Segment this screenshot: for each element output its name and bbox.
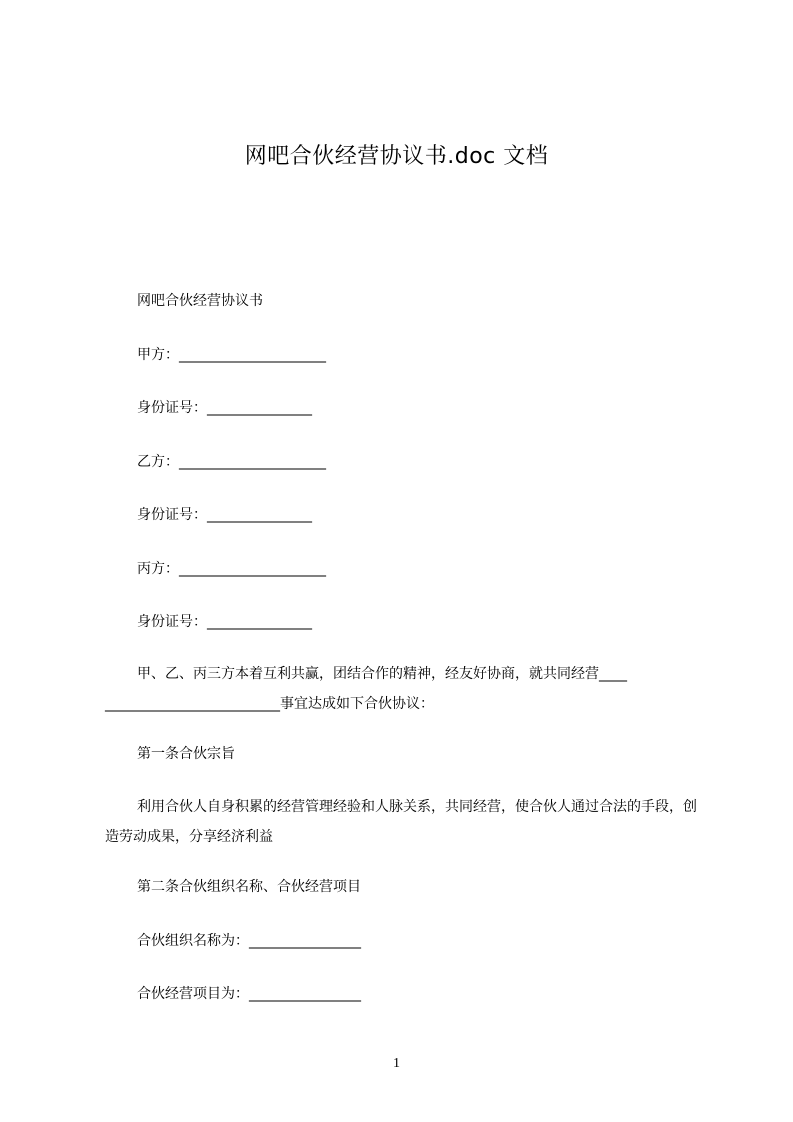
article-2-title: 第二条合伙组织名称、合伙经营项目	[137, 879, 361, 895]
party-b-line: 乙方：_____________________	[137, 454, 326, 470]
document-title: 网吧合伙经营协议书.doc 文档	[244, 144, 549, 169]
article-1-body: 利用合伙人自身积累的经营管理经验和人脉关系，共同经营，使合伙人通过合法的手段，创造劳动成果，分享经济利益	[105, 799, 697, 845]
page-number: 1	[393, 1056, 400, 1071]
project-line: 合伙经营项目为：________________	[137, 986, 361, 1002]
article-1-title: 第一条合伙宗旨	[137, 746, 235, 762]
party-c-id-line: 身份证号：_______________	[137, 614, 312, 630]
party-a-id-line: 身份证号：_______________	[137, 400, 312, 416]
party-b-id-line: 身份证号：_______________	[137, 507, 312, 523]
intro-paragraph: 甲、乙、丙三方本着互利共赢，团结合作的精神，经友好协商，就共同经营____ _________________________事宜达成如下合伙协议：	[105, 666, 627, 712]
party-a-line: 甲方：_____________________	[137, 347, 326, 363]
agreement-heading: 网吧合伙经营协议书	[137, 293, 263, 309]
org-name-line: 合伙组织名称为：________________	[137, 933, 361, 949]
party-c-line: 丙方：_____________________	[137, 561, 326, 577]
